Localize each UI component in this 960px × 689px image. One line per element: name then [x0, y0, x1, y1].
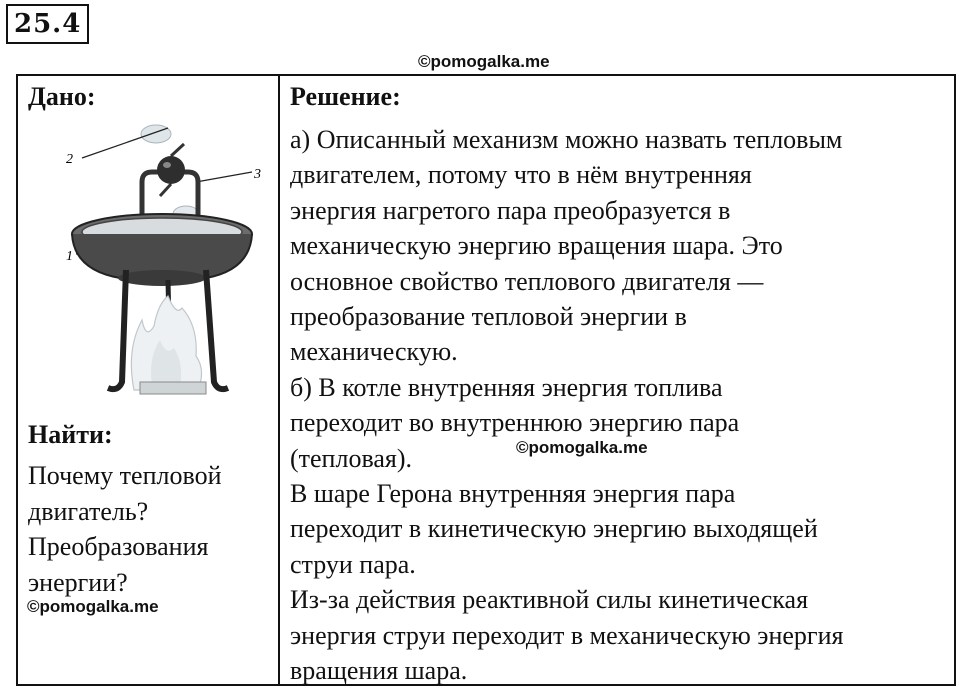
solution-heading: Решение: [290, 82, 401, 111]
solution-line: В шаре Герона внутренняя энергия пара [290, 479, 736, 509]
find-line: Почему тепловой [28, 461, 222, 490]
watermark-middle: ©pomogalka.me [516, 438, 648, 457]
solution-line: механическую. [290, 337, 458, 367]
solution-line: переходит в кинетическую энергию выходящей [290, 514, 818, 544]
find-line: Преобразования [28, 532, 209, 561]
figure-label-3: 3 [254, 167, 261, 182]
solution-line: вращения шара. [290, 656, 468, 686]
find-line: двигатель? [28, 496, 149, 526]
figure-label-1: 1 [66, 249, 73, 264]
solution-line: энергия нагретого пара преобразуется в [290, 195, 731, 225]
solution-text [290, 122, 950, 689]
solution-line: Из-за действия реактивной силы кинетическая [290, 585, 809, 615]
given-heading: Дано: [28, 82, 96, 111]
solution-line: энергия струи переходит в механическую энергия [290, 620, 844, 650]
watermark-top: ©pomogalka.me [418, 52, 550, 71]
watermark-left: ©pomogalka.me [27, 597, 159, 616]
find-question [28, 458, 273, 600]
find-heading: Найти: [28, 420, 113, 449]
solution-line: механическую энергию вращения шара. Это [290, 231, 783, 261]
column-divider [278, 76, 280, 684]
solution-line: струи пара. [290, 549, 416, 579]
solution-line: переходит во внутреннюю энергию пара [290, 408, 740, 438]
solution-line: основное свойство теплового двигателя — [290, 266, 764, 296]
find-line: энергии? [28, 567, 128, 597]
solution-line: преобразование тепловой энергии в [290, 302, 687, 332]
task-table [16, 74, 956, 686]
solution-line: двигателем, потому что в нём внутренняя [290, 160, 752, 190]
solution-line: (тепловая). [290, 443, 413, 473]
task-number: 25.4 [6, 4, 89, 44]
solution-line: б) В котле внутренняя энергия топлива [290, 372, 723, 402]
heron-engine-illustration [56, 120, 266, 410]
solution-line: а) Описанный механизм можно назвать тепловым [290, 125, 843, 154]
figure-label-2: 2 [66, 152, 73, 167]
